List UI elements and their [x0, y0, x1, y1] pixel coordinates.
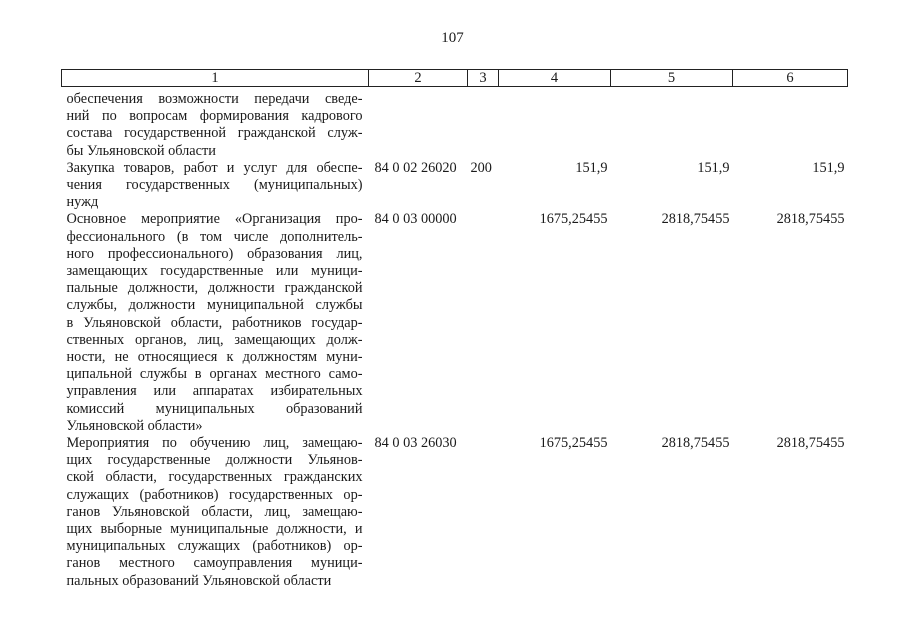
budget-table	[61, 69, 848, 590]
description-line: ганов местного самоуправления муници-	[66, 555, 363, 572]
description-line: щих выборные муниципальные должности, и	[66, 521, 363, 538]
row-value-col6: 2818,75455	[776, 211, 845, 228]
description-line: пальные должности, должности гражданской	[66, 280, 363, 297]
table-row	[62, 160, 848, 212]
description-line: Основное мероприятие «Организация про-	[66, 211, 363, 228]
description-line: в Ульяновской области, работников государ-	[66, 314, 363, 331]
row-value-col6: 151,9	[812, 159, 845, 176]
description-line: муниципальных служащих (работников) ор-	[66, 538, 363, 555]
row-value-col6	[733, 91, 848, 160]
description-line: обеспечения возможности передачи сведе-	[66, 91, 363, 107]
description-line: управления или аппаратах избирательных	[66, 383, 363, 400]
page-number: 107	[441, 30, 464, 46]
row-value-col4: 151,9	[575, 159, 608, 176]
row-value-col5: 2818,75455	[661, 211, 730, 228]
row-value-col6: 2818,75455	[776, 435, 845, 452]
row-description	[62, 160, 369, 212]
row-value-col5	[611, 91, 733, 160]
row-code: 84 0 02 26020	[374, 159, 457, 176]
table-row	[62, 91, 848, 160]
column-header-3: 3	[468, 70, 499, 87]
table-row	[62, 435, 848, 590]
row-value-col4: 1675,25455	[539, 211, 608, 228]
description-line: щих государственные должности Ульянов-	[66, 452, 363, 469]
row-value-col4	[499, 91, 611, 160]
row-value-col5: 2818,75455	[661, 435, 730, 452]
column-header-4: 4	[499, 70, 611, 87]
description-line: служащих (работников) государственных ор-	[66, 486, 363, 503]
description-line: ного профессионального) образования лиц,	[66, 245, 363, 262]
row-expense-type	[468, 435, 499, 590]
row-code: 84 0 03 00000	[374, 211, 457, 228]
description-line: ности, не относящиеся к должностям муни-	[66, 349, 363, 366]
row-value-col5: 151,9	[697, 159, 730, 176]
description-line: пальных образований Ульяновской области	[66, 572, 332, 589]
description-line: ганов Ульяновской области, лиц, замещаю-	[66, 503, 363, 520]
description-line: службы, должности муниципальной службы	[66, 297, 363, 314]
description-line: нужд	[66, 194, 99, 211]
description-line: ской области, государственных гражданских	[66, 469, 363, 486]
row-expense-type	[468, 211, 499, 435]
description-line: бы Ульяновской области	[66, 142, 216, 159]
row-code: 84 0 03 26030	[374, 435, 457, 452]
description-line: Мероприятия по обучению лиц, замещаю-	[66, 435, 363, 452]
column-header-2: 2	[369, 70, 468, 87]
row-description	[62, 435, 369, 590]
description-line: чения государственных (муниципальных)	[66, 177, 363, 194]
column-header-6: 6	[733, 70, 848, 87]
row-value-col4: 1675,25455	[539, 435, 608, 452]
table-body	[62, 87, 848, 590]
description-line: ний по вопросам формирования кадрового	[66, 108, 363, 125]
description-line: ципальной службы в органах местного само-	[66, 366, 363, 383]
column-header-1: 1	[62, 70, 369, 87]
column-header-5: 5	[611, 70, 733, 87]
description-line: ственных органов, лиц, замещающих долж-	[66, 331, 363, 348]
table-row	[62, 211, 848, 435]
row-description	[62, 91, 369, 160]
row-expense-type: 200	[470, 159, 492, 176]
row-code	[369, 91, 468, 160]
description-line: замещающих государственные или муници-	[66, 263, 363, 280]
description-line: комиссий муниципальных образований	[66, 400, 363, 417]
description-line: Закупка товаров, работ и услуг для обеспе-	[66, 159, 363, 176]
description-line: Ульяновской области»	[66, 417, 203, 434]
table-header-row	[62, 70, 848, 87]
description-line: состава государственной гражданской служ-	[66, 125, 363, 142]
row-expense-type	[468, 91, 499, 160]
description-line: фессионального (в том числе дополнитель-	[66, 228, 363, 245]
row-description	[62, 211, 369, 435]
